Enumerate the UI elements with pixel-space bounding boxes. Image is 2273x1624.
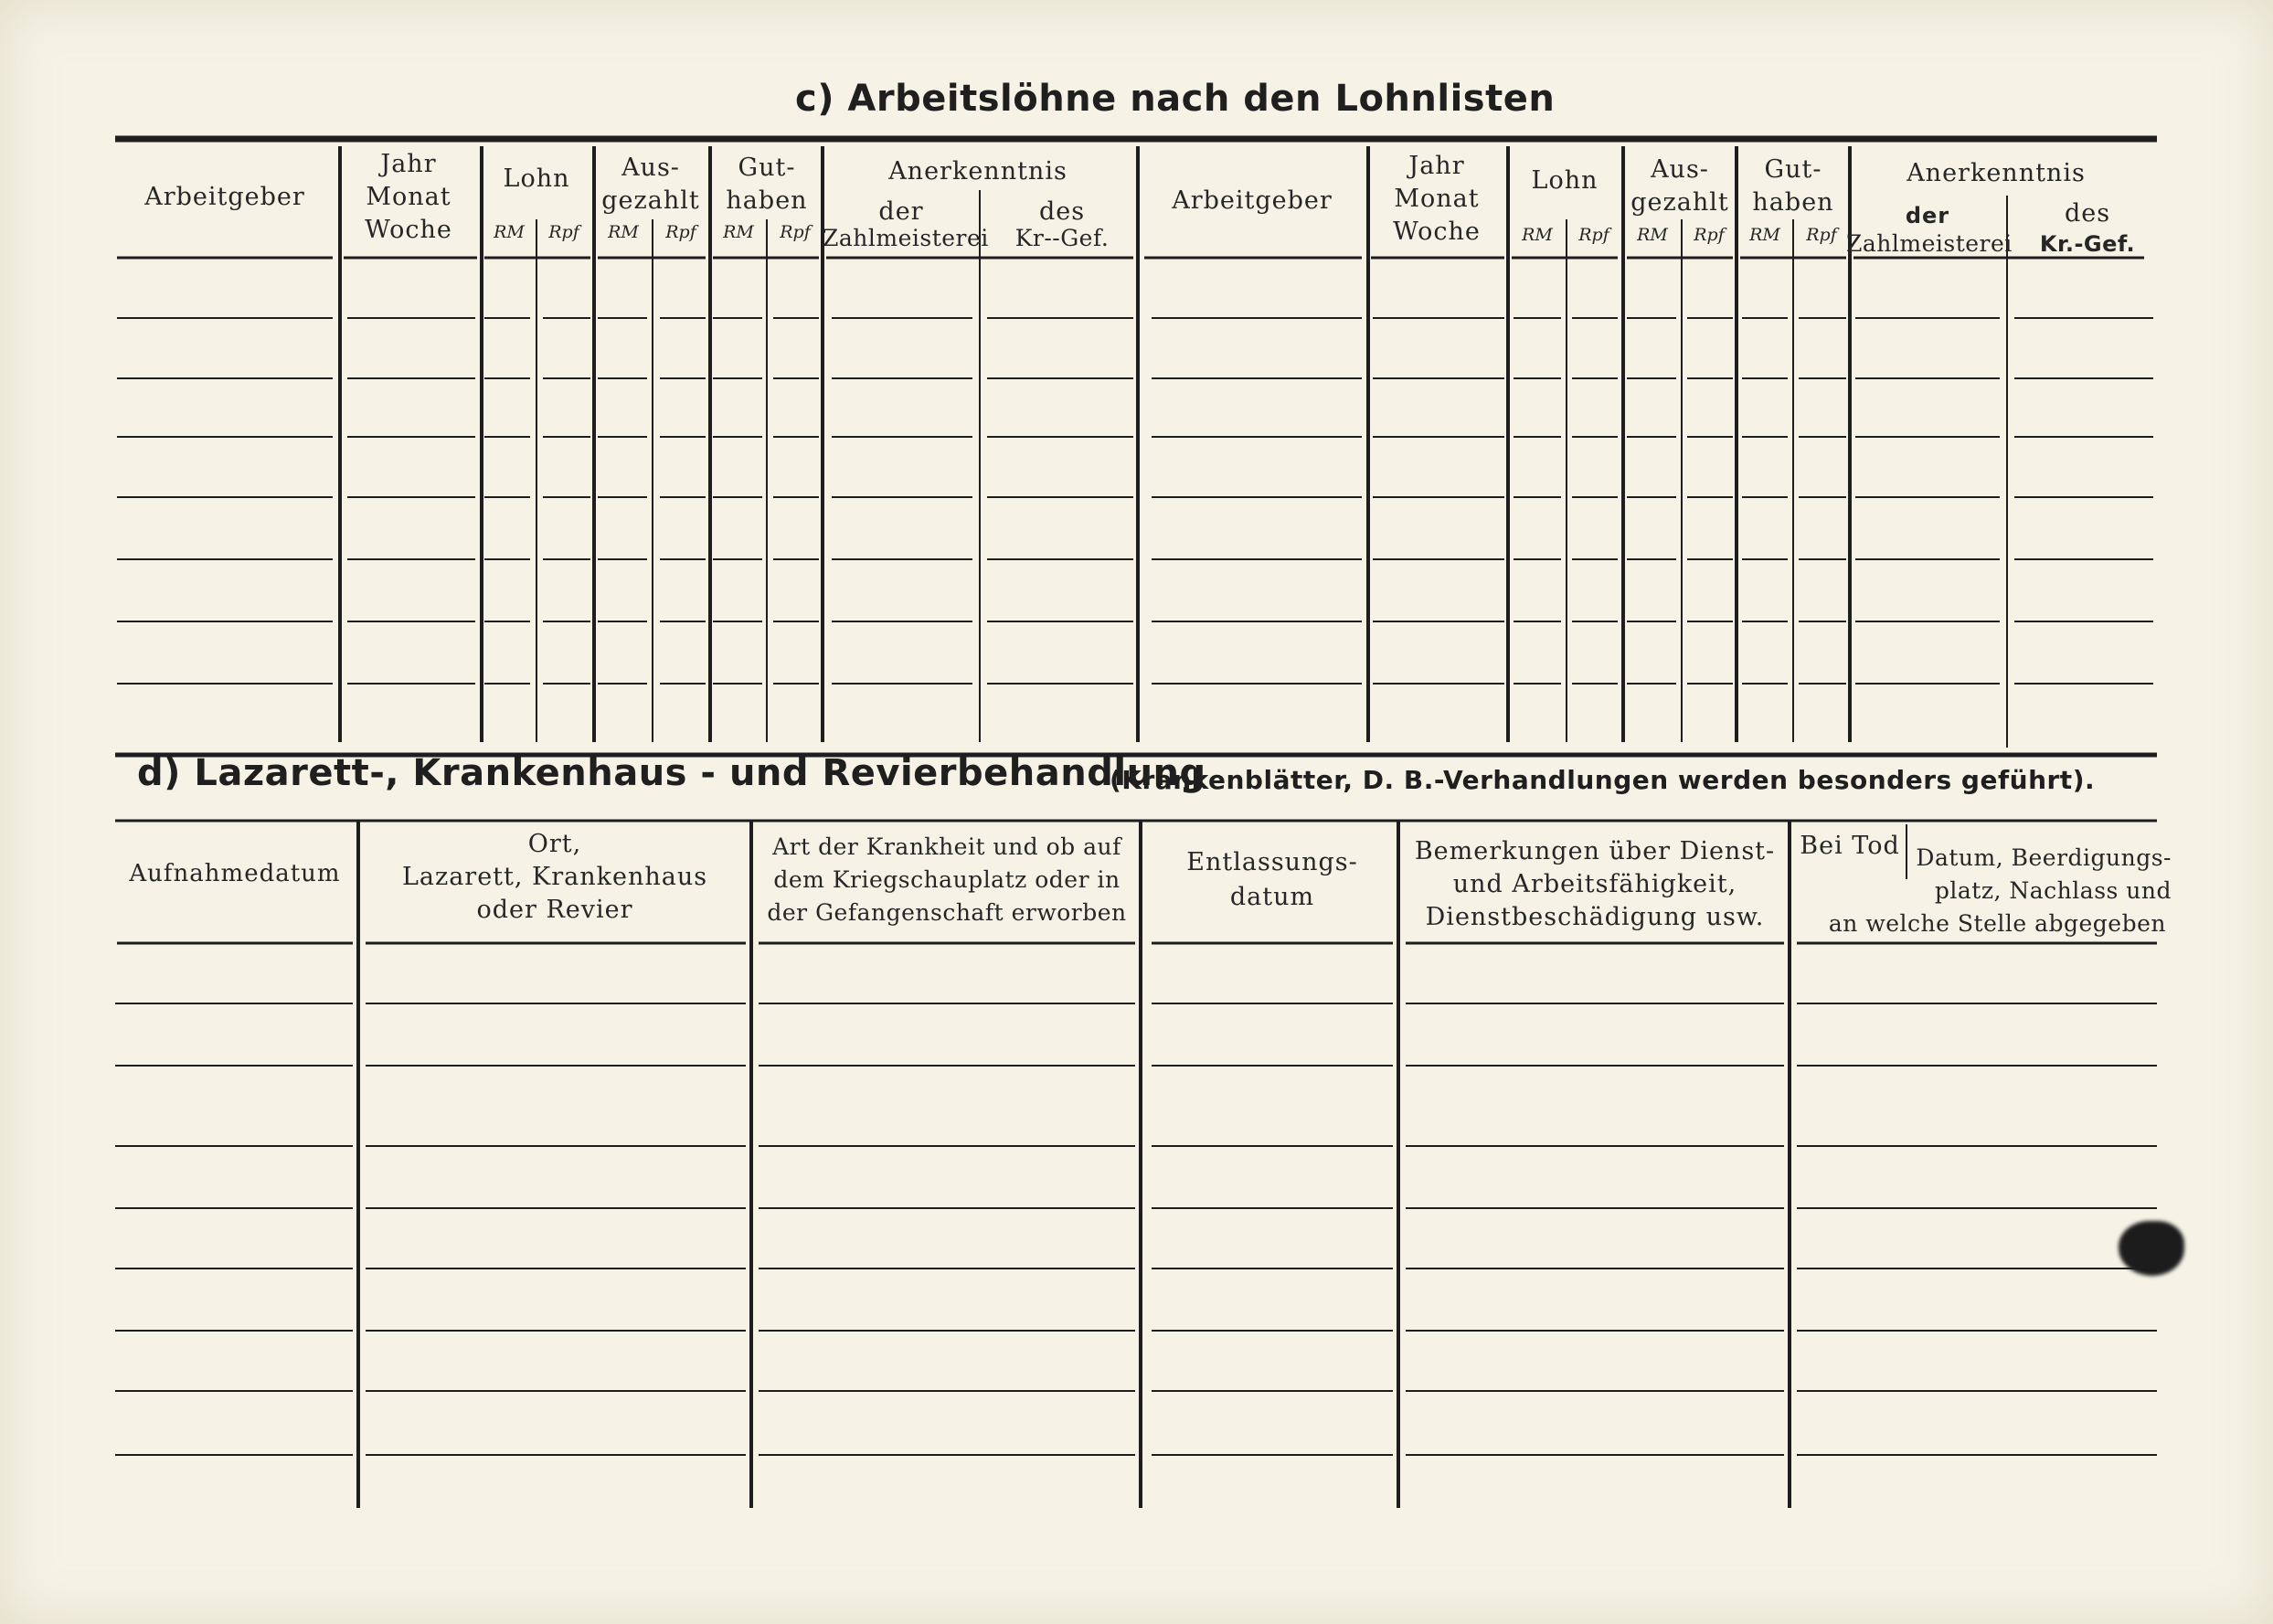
header-krgef: Kr--Gef.: [1014, 225, 1110, 251]
header-lohn-rm: RM: [1522, 225, 1553, 245]
header-ausgezahlt-1: Aus-: [1651, 155, 1709, 184]
header-guthaben-2: haben: [726, 186, 808, 215]
header-zahlmeisterei: Zahlmeisterei: [1846, 230, 2013, 257]
header-arbeitgeber: Arbeitgeber: [1172, 186, 1333, 215]
header-jahr: Jahr: [1408, 152, 1465, 180]
header-woche: Woche: [365, 216, 452, 244]
header-guthaben-rpf: Rpf: [780, 222, 811, 242]
header-art-1: Art der Krankheit und ob auf: [772, 833, 1121, 860]
punch-hole: [2119, 1221, 2184, 1276]
header-krgef: Kr.-Gef.: [2039, 231, 2136, 257]
header-bemerkungen-2: und Arbeitsfähigkeit,: [1452, 870, 1737, 898]
header-der: der: [878, 197, 924, 226]
header-bemerkungen-3: Dienstbeschädigung usw.: [1425, 903, 1765, 931]
section-d-note: (Krankenblätter, D. B.-Verhandlungen werden besonders geführt).: [1110, 765, 2096, 795]
header-guthaben-rm: RM: [723, 222, 754, 242]
header-zahlmeisterei: Zahlmeisterei: [823, 225, 989, 251]
header-jahr: Jahr: [380, 150, 437, 178]
header-anerkenntnis: Anerkenntnis: [888, 157, 1067, 186]
header-ausgezahlt-rpf: Rpf: [1694, 225, 1725, 245]
header-ausgezahlt-1: Aus-: [621, 154, 680, 182]
header-bemerkungen-1: Bemerkungen über Dienst-: [1414, 837, 1776, 865]
header-ort-1: Ort,: [527, 830, 582, 858]
header-monat: Monat: [366, 183, 451, 211]
header-datum-3: an welche Stelle abgegeben: [1828, 910, 2166, 937]
header-datum-1: Datum, Beerdigungs-: [1916, 844, 2172, 871]
header-aufnahmedatum: Aufnahmedatum: [129, 860, 341, 887]
header-guthaben-1: Gut-: [1764, 155, 1822, 184]
header-bei-tod: Bei Tod: [1800, 832, 1900, 860]
header-ausgezahlt-2: gezahlt: [601, 186, 700, 215]
header-guthaben-rpf: Rpf: [1806, 225, 1837, 245]
header-guthaben-1: Gut-: [738, 154, 796, 182]
header-lohn: Lohn: [503, 165, 570, 193]
header-der: der: [1905, 203, 1950, 228]
header-ausgezahlt-rpf: Rpf: [665, 222, 696, 242]
section-c-title: c) Arbeitslöhne nach den Lohnlisten: [795, 78, 1556, 120]
header-anerkenntnis: Anerkenntnis: [1907, 159, 2086, 187]
header-des: des: [2064, 199, 2111, 228]
header-monat: Monat: [1394, 185, 1480, 213]
header-ausgezahlt-rm: RM: [608, 222, 639, 242]
header-lohn-rpf: Rpf: [1578, 225, 1609, 245]
header-des: des: [1038, 197, 1086, 226]
header-lohn: Lohn: [1531, 166, 1599, 195]
header-ort-3: oder Revier: [476, 896, 633, 924]
header-guthaben-rm: RM: [1749, 225, 1780, 245]
header-guthaben-2: haben: [1752, 188, 1834, 217]
header-woche: Woche: [1393, 218, 1481, 246]
header-lohn-rpf: Rpf: [548, 222, 579, 242]
header-arbeitgeber: Arbeitgeber: [144, 183, 305, 211]
header-entlassung-1: Entlassungs-: [1186, 848, 1358, 876]
header-ausgezahlt-rm: RM: [1637, 225, 1668, 245]
header-ausgezahlt-2: gezahlt: [1630, 188, 1729, 217]
header-lohn-rm: RM: [494, 222, 525, 242]
header-art-2: dem Kriegschauplatz oder in: [773, 866, 1121, 893]
section-d-title: d) Lazarett-, Krankenhaus - und Revierbehandlung: [137, 752, 1206, 794]
header-ort-2: Lazarett, Krankenhaus: [401, 863, 708, 891]
header-entlassung-2: datum: [1229, 883, 1315, 911]
header-datum-2: platz, Nachlass und: [1934, 877, 2172, 904]
header-art-3: der Gefangenschaft erworben: [767, 899, 1127, 926]
